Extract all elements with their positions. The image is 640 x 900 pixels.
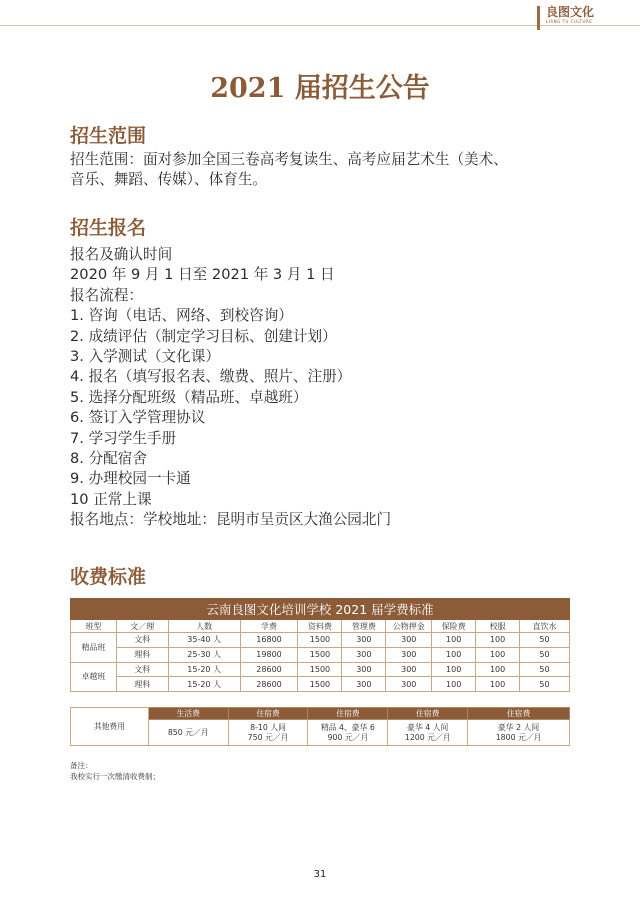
table-cell: 100	[432, 647, 476, 662]
table-cell: 19800	[240, 647, 298, 662]
table-cell: 50	[520, 677, 570, 692]
scope-paragraph	[70, 150, 508, 191]
class-type-cell: 卓越班	[71, 662, 117, 692]
table-cell: 50	[520, 662, 570, 677]
table-cell: 300	[386, 677, 432, 692]
cell-line: 精品 4、豪华 6	[320, 722, 375, 732]
enroll-line: 5. 选择分配班级（精品班、卓越班）	[70, 388, 308, 406]
other-fees-label: 其他费用	[71, 708, 149, 746]
table-cell: 文科	[116, 633, 168, 648]
header-cell: 住宿费	[308, 708, 388, 720]
table-row	[71, 677, 570, 692]
table-cell: 1500	[298, 677, 342, 692]
cell-line: 8-10 人间	[250, 722, 286, 732]
note-text: 我校实行一次缴清收费制；	[70, 772, 160, 781]
enroll-line: 8. 分配宿舍	[70, 449, 147, 467]
table-cell: 100	[476, 662, 520, 677]
header-cell: 保险费	[432, 620, 476, 633]
table-row	[71, 662, 570, 677]
table-cell: 100	[432, 662, 476, 677]
table-cell: 100	[476, 647, 520, 662]
table-cell	[148, 720, 228, 746]
table-cell: 300	[342, 662, 386, 677]
cell-line: 750 元／月	[247, 732, 289, 742]
cell-line: 豪华 4 人间	[407, 722, 449, 732]
enroll-line: 7. 学习学生手册	[70, 429, 177, 447]
enroll-line: 2. 成绩评估（制定学习目标、创建计划）	[70, 327, 337, 345]
class-type-cell: 精品班	[71, 633, 117, 663]
table-cell: 50	[520, 633, 570, 648]
brand-name: 良图文化	[546, 5, 595, 19]
table-row	[71, 633, 570, 648]
table-cell: 100	[432, 633, 476, 648]
table-cell	[388, 720, 468, 746]
table-cell: 1500	[298, 662, 342, 677]
enroll-line: 报名及确认时间	[70, 246, 173, 263]
scope-line: 招生范围：面对参加全国三卷高考复读生、高考应届艺术生（美术、	[70, 151, 508, 168]
table-cell: 1500	[298, 633, 342, 648]
cell-line: 850 元／月	[167, 727, 209, 737]
table-cell: 300	[386, 662, 432, 677]
table-cell: 300	[342, 677, 386, 692]
table-cell: 25-30 人	[168, 647, 240, 662]
enroll-line: 10 正常上课	[70, 490, 152, 508]
tuition-table-title: 云南良图文化培训学校 2021 届学费标准	[71, 599, 570, 620]
table-cell: 100	[476, 677, 520, 692]
enroll-line: 1. 咨询（电话、网络、到校咨询）	[70, 307, 293, 325]
enroll-line: 6. 签订入学管理协议	[70, 409, 206, 427]
page-title: 2021 届招生公告	[210, 73, 430, 104]
enroll-line: 9. 办理校园一卡通	[70, 470, 191, 488]
table-cell	[468, 720, 570, 746]
cell-line: 1800 元／月	[495, 732, 542, 742]
table-cell: 300	[342, 633, 386, 648]
tuition-table	[70, 598, 570, 692]
table-cell: 16800	[240, 633, 298, 648]
other-fees-header	[71, 708, 570, 720]
other-fees-table	[70, 707, 570, 746]
header-cell: 直饮水	[520, 620, 570, 633]
enroll-line: 3. 入学测试（文化课）	[70, 347, 220, 365]
table-row	[71, 647, 570, 662]
section-heading-enroll: 招生报名	[70, 217, 147, 239]
header-cell: 班型	[71, 620, 117, 633]
table-cell: 100	[476, 633, 520, 648]
cell-line: 1200 元／月	[404, 732, 451, 742]
table-cell: 100	[432, 677, 476, 692]
enroll-line: 2020 年 9 月 1 日至 2021 年 3 月 1 日	[70, 266, 335, 284]
table-cell: 28600	[240, 662, 298, 677]
table-cell: 理科	[116, 677, 168, 692]
enroll-line: 报名流程：	[70, 286, 143, 304]
page-number: 31	[313, 869, 327, 880]
header-cell: 住宿费	[468, 708, 570, 720]
note-label: 备注：	[70, 761, 93, 770]
header-cell: 生活费	[148, 708, 228, 720]
header-cell: 文／理	[116, 620, 168, 633]
cell-line: 900 元／月	[327, 732, 369, 742]
header-cell: 学费	[240, 620, 298, 633]
table-cell: 文科	[116, 662, 168, 677]
table-cell: 15-20 人	[168, 662, 240, 677]
enroll-line: 4. 报名（填写报名表、缴费、照片、注册）	[70, 368, 352, 386]
table-cell: 理科	[116, 647, 168, 662]
section-heading-scope: 招生范围	[70, 125, 147, 147]
header-cell: 住宿费	[228, 708, 308, 720]
enroll-list	[70, 245, 391, 530]
enroll-line: 报名地点：学校地址：昆明市呈贡区大渔公园北门	[70, 511, 392, 529]
table-cell: 1500	[298, 647, 342, 662]
brand-sub: LIANG TU CULTURE	[546, 19, 593, 24]
table-cell: 28600	[240, 677, 298, 692]
scope-line: 音乐、舞蹈、传媒）、体育生。	[70, 171, 268, 189]
header-cell: 公物押金	[386, 620, 432, 633]
table-cell: 300	[342, 647, 386, 662]
table-cell: 300	[386, 633, 432, 648]
header-cell: 管理费	[342, 620, 386, 633]
section-heading-fees: 收费标准	[70, 566, 147, 588]
table-cell	[228, 720, 308, 746]
cell-line: 豪华 2 人间	[498, 722, 540, 732]
header-cell: 人数	[168, 620, 240, 633]
header-cell: 住宿费	[388, 708, 468, 720]
header-cell: 校服	[476, 620, 520, 633]
header-cell: 资料费	[298, 620, 342, 633]
note	[70, 760, 160, 782]
table-cell: 35-40 人	[168, 633, 240, 648]
table-cell	[308, 720, 388, 746]
brand-logo	[537, 6, 640, 30]
table-cell: 15-20 人	[168, 677, 240, 692]
tuition-table-header	[71, 620, 570, 633]
table-cell: 300	[386, 647, 432, 662]
table-cell: 50	[520, 647, 570, 662]
